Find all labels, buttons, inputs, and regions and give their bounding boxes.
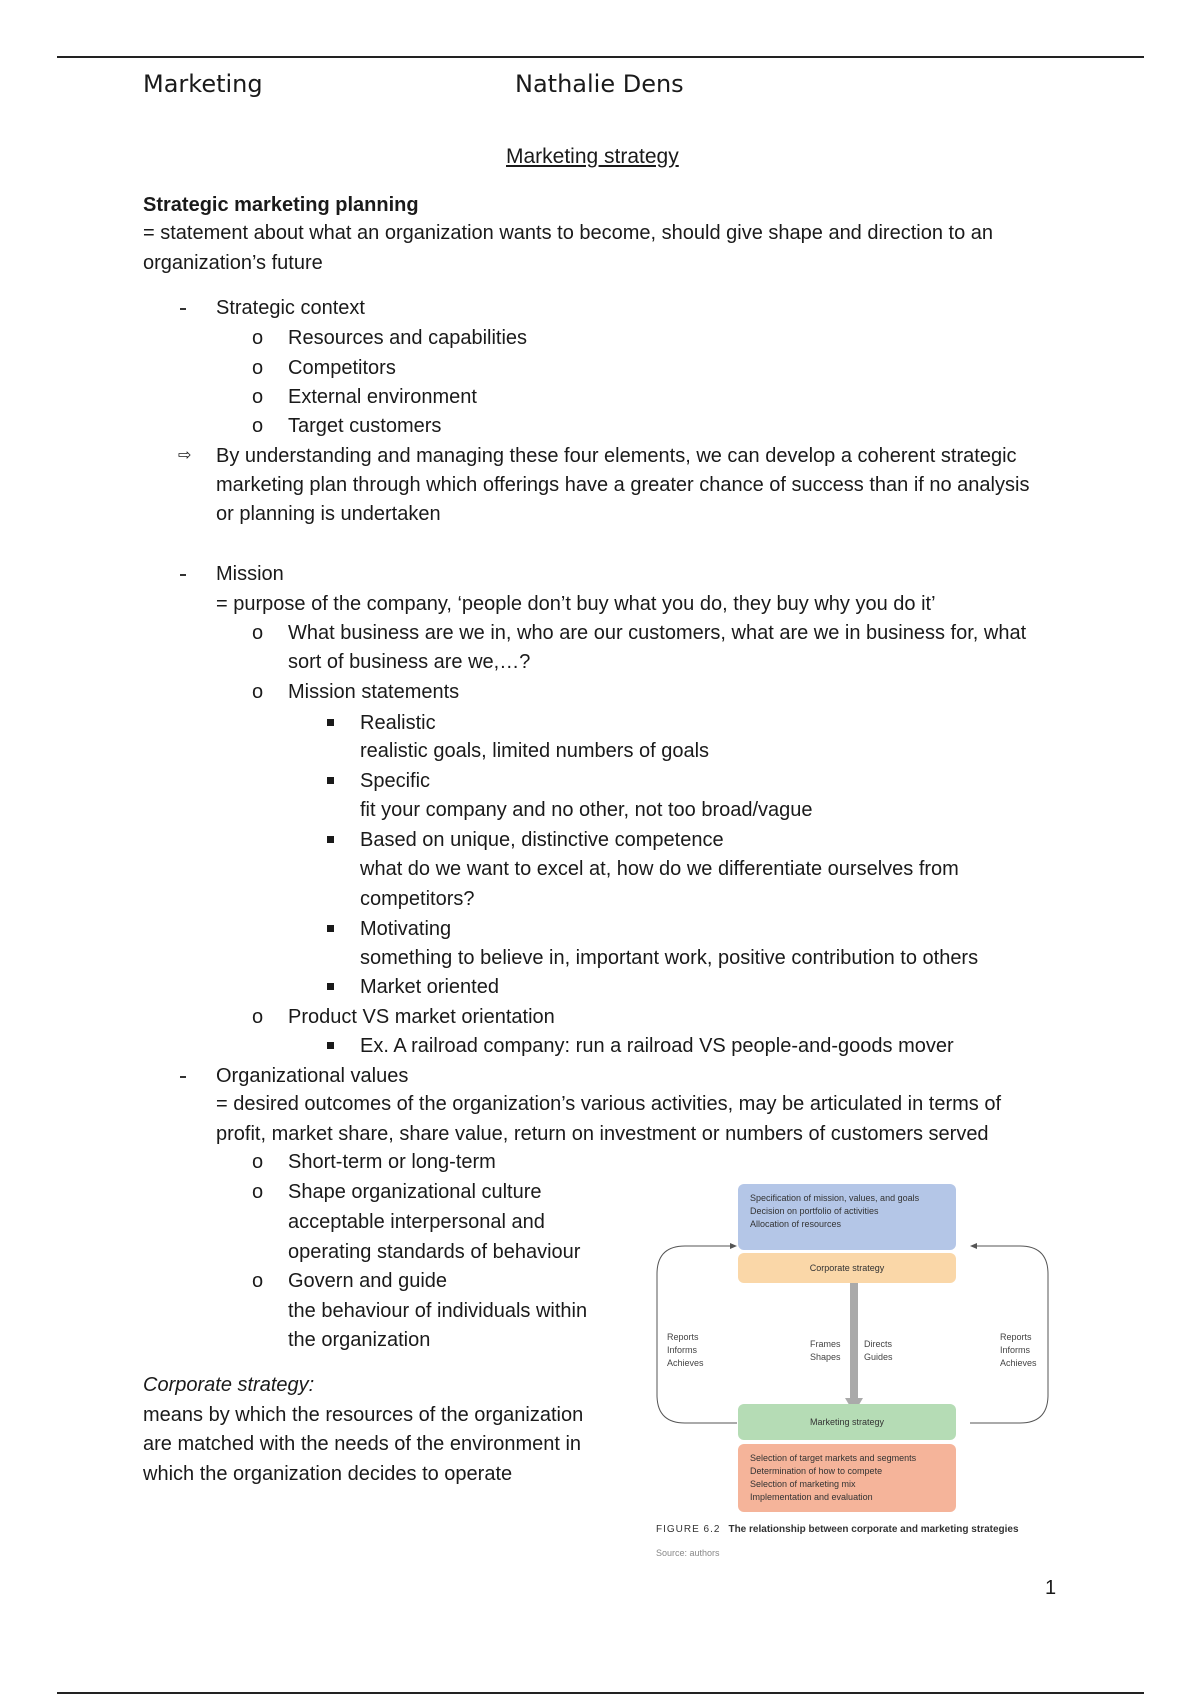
marketing-actions-box xyxy=(738,1444,956,1512)
label-line: Shapes xyxy=(810,1352,841,1362)
box-label: Corporate strategy xyxy=(809,1263,885,1273)
arrow-note-line: or planning is undertaken xyxy=(216,503,441,525)
list-item: Motivating xyxy=(360,918,452,940)
page-number: 1 xyxy=(1045,1577,1057,1599)
box-line: Decision on portfolio of activities xyxy=(750,1206,879,1216)
left-arrowhead xyxy=(730,1243,737,1249)
corporate-definition: are matched with the needs of the environment in xyxy=(143,1433,582,1455)
label-line: Frames xyxy=(810,1339,841,1349)
mission-values-box xyxy=(738,1184,956,1250)
list-item-description: operating standards of behaviour xyxy=(288,1241,581,1263)
values-definition: = desired outcomes of the organization’s various activities, may be articulated in terms of xyxy=(216,1093,1002,1115)
values-label: Organizational values xyxy=(216,1065,409,1087)
circle-bullet: o xyxy=(252,1270,264,1292)
square-bullet xyxy=(327,1042,334,1049)
label-line: Reports xyxy=(667,1332,699,1342)
arrow-note-line: marketing plan through which offerings have a greater chance of success than if no analysis xyxy=(216,474,1030,496)
circle-bullet: o xyxy=(252,357,264,379)
box-line: Allocation of resources xyxy=(750,1219,842,1229)
corporate-definition: which the organization decides to operate xyxy=(143,1463,513,1485)
list-item: External environment xyxy=(288,386,477,408)
footer-rule xyxy=(57,1692,1144,1694)
dash-bullet xyxy=(180,308,186,310)
list-item: Based on unique, distinctive competence xyxy=(360,829,724,851)
box-line: Selection of target markets and segments xyxy=(750,1453,917,1463)
box-line: Implementation and evaluation xyxy=(750,1492,873,1502)
header-course: Marketing xyxy=(143,70,263,98)
page-title: Marketing strategy xyxy=(506,145,679,168)
center-left-labels xyxy=(810,1338,841,1364)
box-line: Specification of mission, values, and goals xyxy=(750,1193,920,1203)
marketing-strategy-box xyxy=(738,1404,956,1440)
box-line: Determination of how to compete xyxy=(750,1466,883,1476)
list-item: Mission statements xyxy=(288,681,460,703)
header-rule xyxy=(57,56,1144,58)
label-line: Directs xyxy=(864,1339,893,1349)
list-item-continued: sort of business are we,…? xyxy=(288,651,531,673)
section-heading: Strategic marketing planning xyxy=(143,194,419,216)
label-line: Achieves xyxy=(667,1358,704,1368)
circle-bullet: o xyxy=(252,415,264,437)
square-bullet xyxy=(327,777,334,784)
mission-definition: = purpose of the company, ‘people don’t buy what you do, they buy why you do it’ xyxy=(216,593,936,615)
circle-bullet: o xyxy=(252,1181,264,1203)
corporate-strategy-box xyxy=(738,1253,956,1283)
corporate-heading: Corporate strategy: xyxy=(143,1374,315,1396)
arrow-icon: ⇨ xyxy=(178,447,192,464)
figure-source: Source: authors xyxy=(656,1548,720,1558)
box-label: Marketing strategy xyxy=(809,1417,885,1427)
label-line: Reports xyxy=(1000,1332,1032,1342)
dash-bullet xyxy=(180,1076,186,1078)
header-author: Nathalie Dens xyxy=(515,70,684,98)
strategy-diagram xyxy=(645,1178,1085,1502)
dash-bullet xyxy=(180,574,186,576)
list-item: What business are we in, who are our customers, what are we in business for, what xyxy=(288,622,1027,644)
list-item-description: fit your company and no other, not too broad/vague xyxy=(360,799,813,821)
list-item: Target customers xyxy=(288,415,442,437)
list-item-description: realistic goals, limited numbers of goals xyxy=(360,740,710,762)
left-labels xyxy=(667,1331,704,1370)
figure-caption xyxy=(656,1524,1019,1535)
circle-bullet: o xyxy=(252,1151,264,1173)
label-line: Informs xyxy=(1000,1345,1031,1355)
list-item-description: acceptable interpersonal and xyxy=(288,1211,545,1233)
list-item: Specific xyxy=(360,770,431,792)
list-item: Competitors xyxy=(288,357,396,379)
list-item: Shape organizational culture xyxy=(288,1181,542,1203)
definition-line: = statement about what an organization wants to become, should give shape and direction to an xyxy=(143,222,993,244)
right-arrowhead xyxy=(970,1243,977,1249)
list-item: Product VS market orientation xyxy=(288,1006,555,1028)
circle-bullet: o xyxy=(252,681,264,703)
label-line: Achieves xyxy=(1000,1358,1037,1368)
list-item-description: the behaviour of individuals within xyxy=(288,1300,588,1322)
square-bullet xyxy=(327,925,334,932)
figure-number: FIGURE 6.2 xyxy=(656,1524,721,1535)
mission-label: Mission xyxy=(216,563,284,585)
corporate-definition: means by which the resources of the organization xyxy=(143,1404,584,1426)
circle-bullet: o xyxy=(252,622,264,644)
square-bullet xyxy=(327,836,334,843)
definition-line: organization’s future xyxy=(143,252,323,274)
list-item-description: something to believe in, important work, positive contribution to others xyxy=(360,947,979,969)
circle-bullet: o xyxy=(252,1006,264,1028)
box-line: Selection of marketing mix xyxy=(750,1479,856,1489)
circle-bullet: o xyxy=(252,386,264,408)
list-item: Short-term or long-term xyxy=(288,1151,496,1173)
circle-bullet: o xyxy=(252,327,264,349)
square-bullet xyxy=(327,719,334,726)
list-item-description: competitors? xyxy=(360,888,475,910)
label-line: Informs xyxy=(667,1345,698,1355)
arrow-note-line: By understanding and managing these four elements, we can develop a coherent strategic xyxy=(216,445,1017,467)
right-labels xyxy=(1000,1331,1037,1370)
square-bullet xyxy=(327,983,334,990)
list-item: Govern and guide xyxy=(288,1270,448,1292)
label-line: Guides xyxy=(864,1352,893,1362)
list-item: Resources and capabilities xyxy=(288,327,528,349)
center-right-labels xyxy=(864,1338,893,1364)
list-item: Ex. A railroad company: run a railroad VS people-and-goods mover xyxy=(360,1035,954,1057)
list-item: Market oriented xyxy=(360,976,499,998)
list-item: Realistic xyxy=(360,712,436,734)
figure-title: The relationship between corporate and marketing strategies xyxy=(728,1524,1019,1535)
values-definition: profit, market share, share value, return on investment or numbers of customers served xyxy=(216,1123,989,1145)
list-item-description: the organization xyxy=(288,1329,431,1351)
strategic-context-label: Strategic context xyxy=(216,297,365,319)
list-item-description: what do we want to excel at, how do we differentiate ourselves from xyxy=(360,858,959,880)
